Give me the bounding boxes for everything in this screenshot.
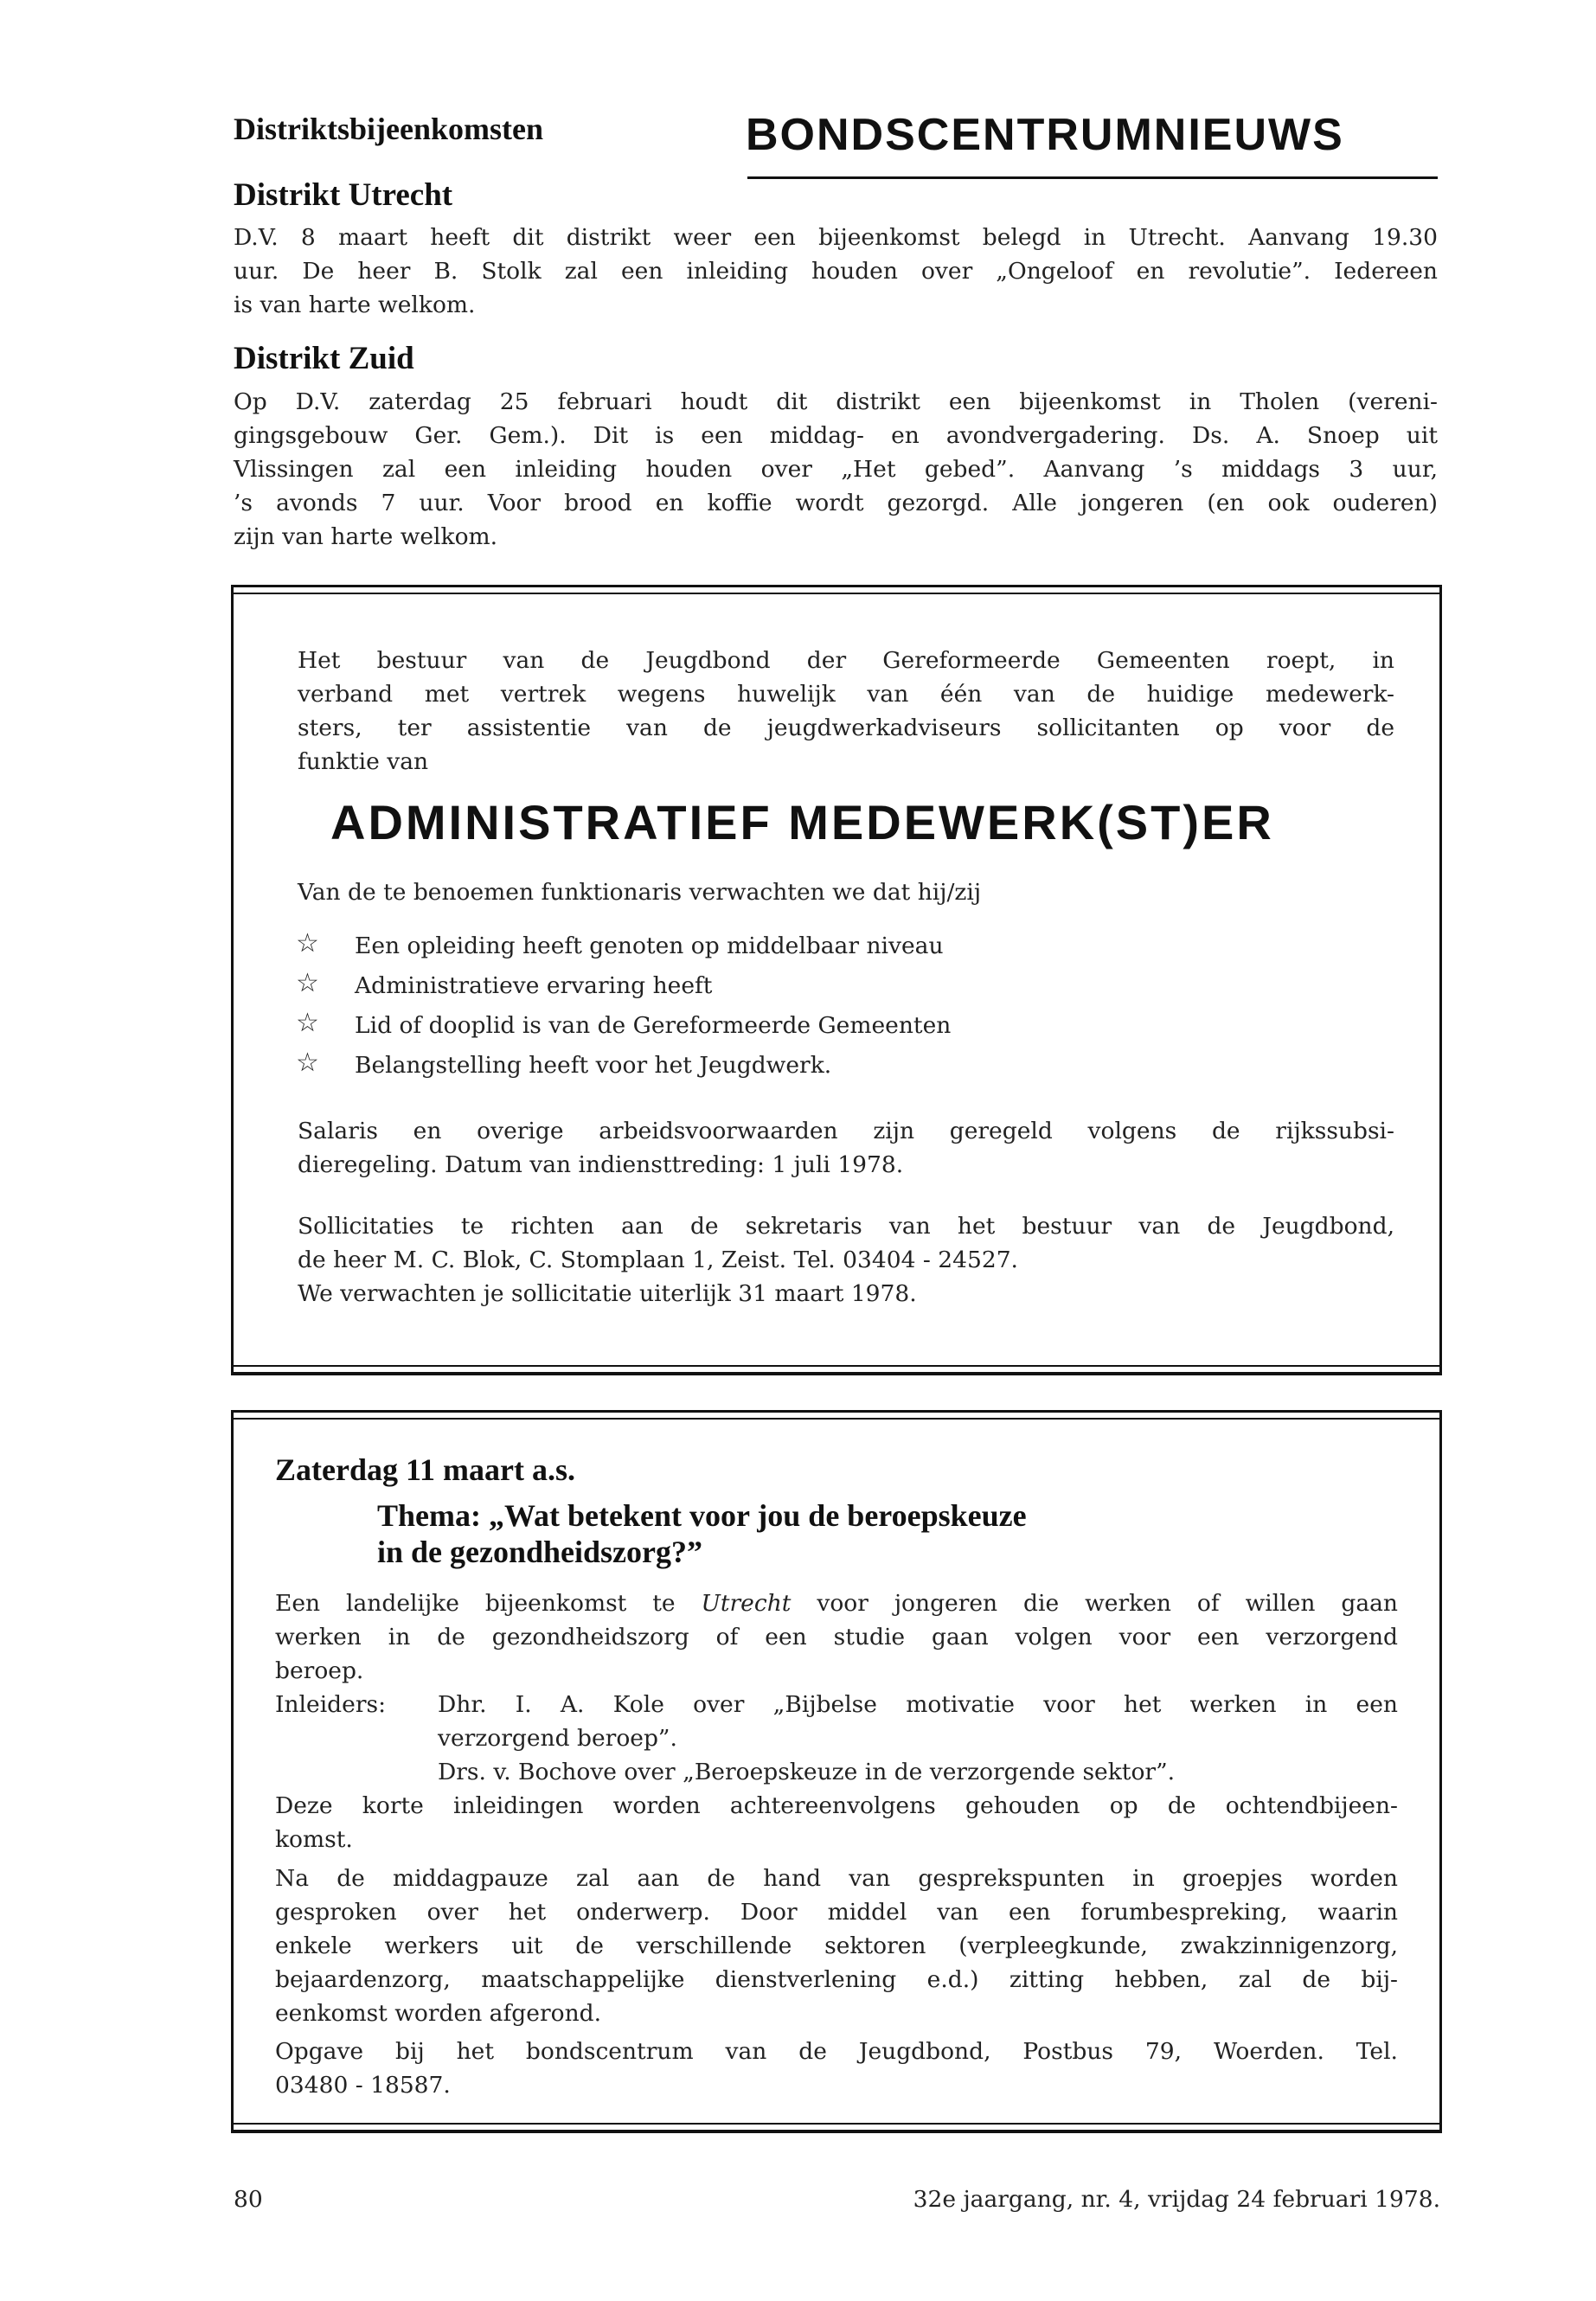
event-registration [275, 2035, 1398, 2102]
text-line: uur. De heer B. Stolk zal een inleiding houden over „Ongeloof en revolutie”. Iedereen [234, 258, 1438, 285]
star-icon: ☆ [296, 928, 319, 958]
text-line: Sollicitaties te richten aan de sekretaris van het bestuur van de Jeugdbond, [298, 1213, 1394, 1240]
text-line: zijn van harte welkom. [234, 523, 498, 550]
star-icon: ☆ [296, 1008, 319, 1038]
requirement-item: Een opleiding heeft genoten op middelbaar niveau [355, 933, 944, 959]
event-theme [377, 1497, 1027, 1570]
box-inner-rule [234, 593, 1439, 594]
text-line: Opgave bij het bondscentrum van de Jeugdbond, Postbus 79, Woerden. Tel. [275, 2038, 1398, 2065]
text-line: bejaardenzorg, maatschappelijke dienstverlening e.d.) zitting hebben, zal de bij- [275, 1966, 1398, 1993]
text-line: sters, ter assistentie van de jeugdwerkadviseurs sollicitanten op voor de [298, 715, 1394, 741]
speaker-line: Dhr. I. A. Kole over „Bijbelse motivatie voor het werken in een [438, 1691, 1398, 1718]
district-heading: Distrikt Utrecht [234, 177, 453, 213]
text-line: is van harte welkom. [234, 292, 476, 318]
star-icon: ☆ [296, 968, 319, 998]
text-line: We verwachten je sollicitatie uiterlijk 31 maart 1978. [298, 1280, 917, 1307]
text-line: D.V. 8 maart heeft dit distrikt weer een bijeenkomst belegd in Utrecht. Aanvang 19.30 [234, 224, 1438, 251]
text-line: komst. [275, 1826, 353, 1853]
text-line: gesproken over het onderwerp. Door middel van een forumbespreking, waarin [275, 1899, 1398, 1926]
box-inner-rule [234, 1418, 1439, 1420]
text-line: gingsgebouw Ger. Gem.). Dit is een middag- en avondvergadering. Ds. A. Snoep uit [234, 422, 1438, 449]
event-afternoon [275, 1862, 1398, 2030]
text-line: Deze korte inleidingen worden achtereenvolgens gehouden op de ochtendbijeen- [275, 1792, 1398, 1819]
text-line: werken in de gezondheidszorg of een studie gaan volgen voor een verzorgend [275, 1624, 1398, 1650]
text-line: dieregeling. Datum van indiensttreding: 1 juli 1978. [298, 1151, 904, 1178]
box-inner-rule [234, 1365, 1439, 1367]
event-date: Zaterdag 11 maart a.s. [275, 1452, 575, 1487]
text-line: verband met vertrek wegens huwelijk van één van de huidige medewerk- [298, 681, 1394, 708]
requirement-item: Lid of dooplid is van de Gereformeerde Gemeenten [355, 1012, 952, 1039]
vacancy-intro [298, 644, 1394, 779]
text-line: de heer M. C. Blok, C. Stomplaan 1, Zeist. Tel. 03404 - 24527. [298, 1247, 1018, 1273]
text-line: ’s avonds 7 uur. Voor brood en koffie wordt gezorgd. Alle jongeren (en ook ouderen) [234, 490, 1438, 516]
theme-line: in de gezondheidszorg?” [377, 1535, 703, 1569]
district-text [234, 221, 1438, 322]
intro-text: Een landelijke bijeenkomst te [275, 1590, 702, 1617]
text-line: Op D.V. zaterdag 25 februari houdt dit distrikt een bijeenkomst in Tholen (vereni- [234, 388, 1438, 415]
issue-info: 32e jaargang, nr. 4, vrijdag 24 februari 1978. [913, 2186, 1440, 2213]
text-line: 03480 - 18587. [275, 2072, 451, 2099]
vacancy-title: ADMINISTRATIEF MEDEWERK(ST)ER [330, 795, 1274, 849]
text-line: Het bestuur van de Jeugdbond der Gereformeerde Gemeenten roept, in [298, 647, 1394, 674]
vacancy-salary [298, 1114, 1394, 1182]
speakers-label: Inleiders: [275, 1691, 387, 1718]
text-line: funktie van [298, 748, 429, 775]
speakers-list [438, 1688, 1398, 1789]
speaker-line: verzorgend beroep”. [438, 1725, 677, 1752]
intro-city: Utrecht [701, 1590, 792, 1617]
text-line: Na de middagpauze zal aan de hand van gesprekspunten in groepjes worden [275, 1865, 1398, 1892]
speaker-line: Drs. v. Bochove over „Beroepskeuze in de verzorgende sektor”. [438, 1759, 1176, 1785]
text-line: Vlissingen zal een inleiding houden over „Het gebed”. Aanvang ’s middags 3 uur, [234, 456, 1438, 483]
text-line: eenkomst worden afgerond. [275, 2000, 602, 2027]
intro-text: voor jongeren die werken of willen gaan [791, 1590, 1398, 1617]
event-morning [275, 1789, 1398, 1856]
text-line: beroep. [275, 1657, 364, 1684]
text-line: enkele werkers uit de verschillende sektoren (verpleegkunde, zwakzinnigenzorg, [275, 1932, 1398, 1959]
theme-line: Thema: „Wat betekent voor jou de beroepskeuze [377, 1498, 1027, 1533]
masthead-title: BONDSCENTRUMNIEUWS [746, 110, 1344, 160]
vacancy-expectation: Van de te benoemen funktionaris verwachten we dat hij/zij [298, 879, 982, 906]
requirement-item: Belangstelling heeft voor het Jeugdwerk. [355, 1052, 832, 1079]
requirement-item: Administratieve ervaring heeft [355, 972, 713, 999]
text-line [275, 1586, 1398, 1620]
masthead-rule [747, 176, 1438, 179]
vacancy-apply [298, 1209, 1394, 1311]
text-line: Salaris en overige arbeidsvoorwaarden zijn geregeld volgens de rijkssubsi- [298, 1118, 1394, 1144]
page-number: 80 [234, 2186, 263, 2213]
district-text [234, 385, 1438, 554]
event-intro [275, 1586, 1398, 1688]
star-icon: ☆ [296, 1048, 319, 1078]
box-inner-rule [234, 2123, 1439, 2125]
district-heading: Distrikt Zuid [234, 341, 414, 376]
section-title: Distriktsbijeenkomsten [234, 112, 543, 146]
